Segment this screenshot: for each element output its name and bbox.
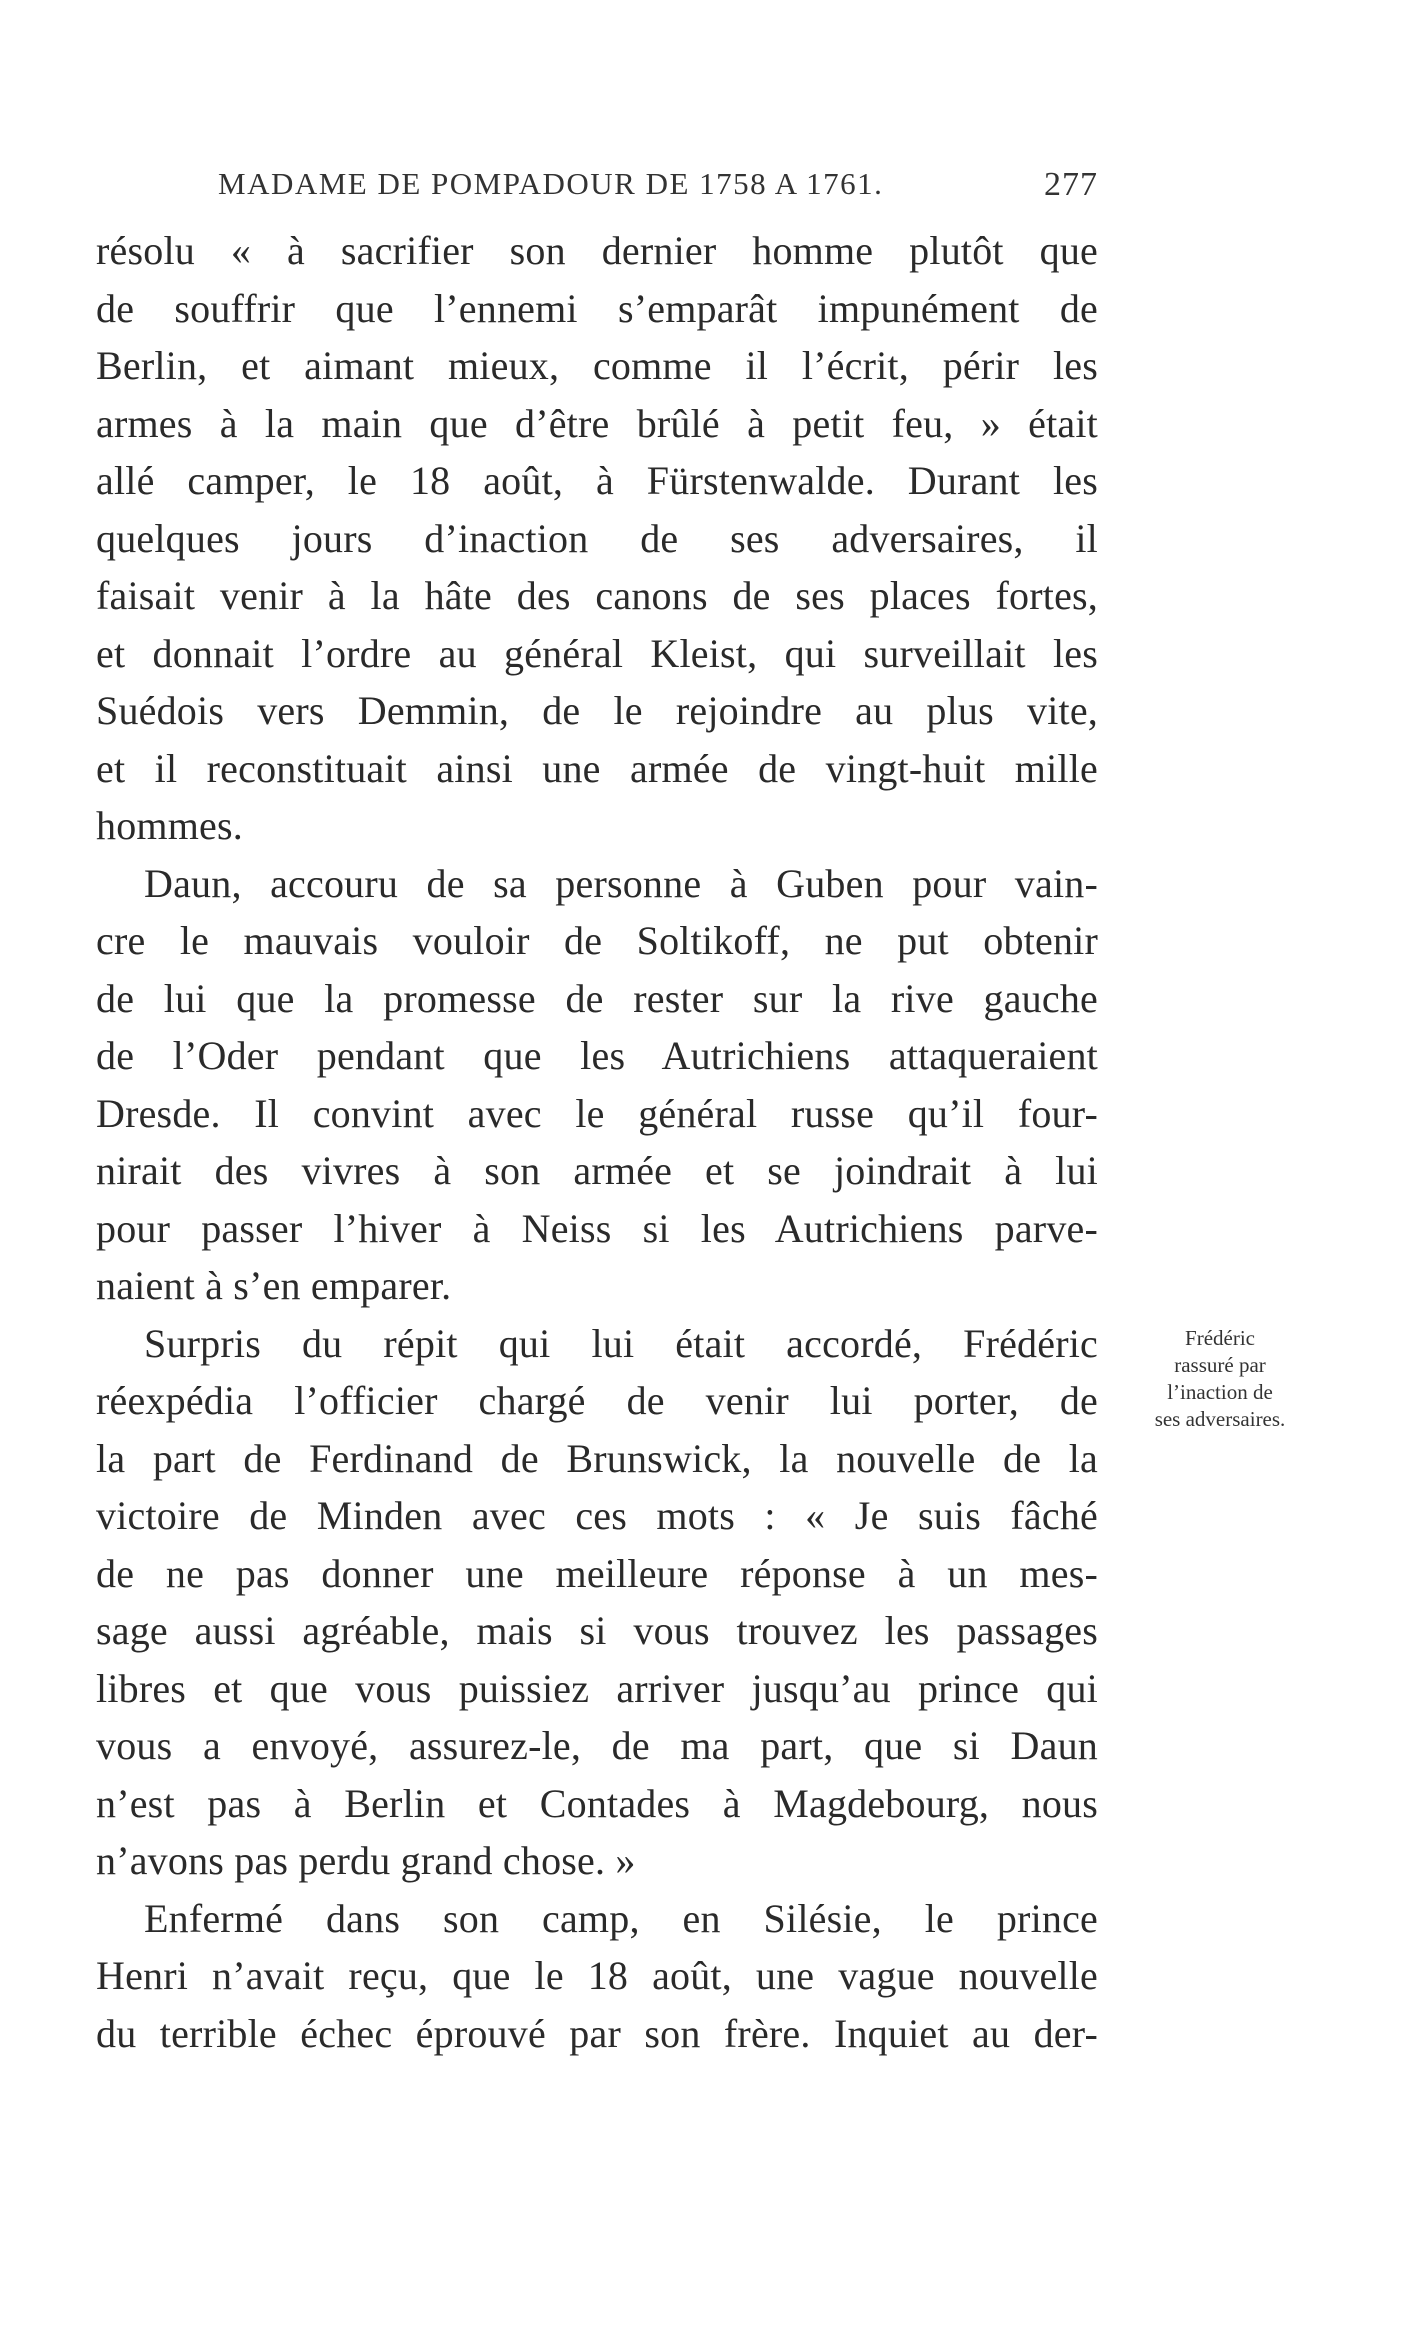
text-line: vous a envoyé, assurez-le, de ma part, que si Daun bbox=[96, 1723, 1098, 1768]
running-head-title: MADAME DE POMPADOUR DE 1758 A 1761. bbox=[218, 166, 884, 201]
body-text bbox=[96, 222, 1098, 2062]
text-line: Surpris du répit qui lui était accordé, Frédéric bbox=[144, 1320, 1098, 1366]
text-line: de l’Oder pendant que les Autrichiens attaqueraient bbox=[96, 1033, 1098, 1078]
text-line: armes à la main que d’être brûlé à petit feu, » était bbox=[96, 400, 1098, 446]
text-line: naient à s’en emparer. bbox=[96, 1263, 452, 1308]
text-line: Henri n’avait reçu, que le 18 août, une vague nouvelle bbox=[96, 1953, 1098, 1998]
margin-note-line: Frédéric bbox=[1185, 1326, 1255, 1350]
text-line: et il reconstituait ainsi une armée de vingt-huit mille bbox=[96, 745, 1098, 791]
text-line: quelques jours d’inaction de ses adversaires, il bbox=[96, 515, 1098, 561]
text-line: n’avons pas perdu grand chose. » bbox=[96, 1838, 636, 1883]
text-line: faisait venir à la hâte des canons de ses places fortes, bbox=[96, 573, 1098, 618]
text-line: Berlin, et aimant mieux, comme il l’écrit, périr les bbox=[96, 343, 1098, 388]
text-line: victoire de Minden avec ces mots : « Je suis fâché bbox=[96, 1493, 1098, 1538]
margin-note-line: rassuré par bbox=[1174, 1353, 1266, 1377]
text-line: hommes. bbox=[96, 803, 243, 848]
text-line: allé camper, le 18 août, à Fürstenwalde. Durant les bbox=[96, 458, 1098, 503]
text-line: sage aussi agréable, mais si vous trouvez les passages bbox=[96, 1608, 1098, 1653]
text-line: du terrible échec éprouvé par son frère. Inquiet au der- bbox=[96, 2010, 1098, 2056]
text-line: la part de Ferdinand de Brunswick, la nouvelle de la bbox=[96, 1435, 1098, 1481]
text-line: Suédois vers Demmin, de le rejoindre au plus vite, bbox=[96, 688, 1098, 733]
text-line: réexpédia l’officier chargé de venir lui porter, de bbox=[96, 1378, 1098, 1423]
text-line: nirait des vivres à son armée et se joindrait à lui bbox=[96, 1148, 1098, 1193]
text-line: résolu « à sacrifier son dernier homme plutôt que bbox=[96, 228, 1098, 273]
text-line: de souffrir que l’ennemi s’emparât impunément de bbox=[96, 285, 1098, 331]
text-line: cre le mauvais vouloir de Soltikoff, ne put obtenir bbox=[96, 918, 1098, 963]
text-line: n’est pas à Berlin et Contades à Magdebourg, nous bbox=[96, 1780, 1098, 1826]
margin-note-line: ses adversaires. bbox=[1154, 1407, 1286, 1431]
text-line: et donnait l’ordre au général Kleist, qui surveillait les bbox=[96, 630, 1098, 676]
text-line: libres et que vous puissiez arriver jusqu’au prince qui bbox=[96, 1665, 1098, 1711]
text-line: Daun, accouru de sa personne à Guben pour vain- bbox=[144, 860, 1098, 906]
page-number: 277 bbox=[1044, 166, 1098, 203]
margin-note-line: l’inaction de bbox=[1167, 1380, 1273, 1404]
text-line: pour passer l’hiver à Neiss si les Autrichiens parve- bbox=[96, 1205, 1098, 1251]
text-line: de ne pas donner une meilleure réponse à un mes- bbox=[96, 1550, 1098, 1596]
text-line: de lui que la promesse de rester sur la rive gauche bbox=[96, 975, 1098, 1021]
margin-note bbox=[1120, 1325, 1320, 1433]
text-line: Enfermé dans son camp, en Silésie, le prince bbox=[144, 1895, 1098, 1941]
text-line: Dresde. Il convint avec le général russe qu’il four- bbox=[96, 1090, 1098, 1136]
